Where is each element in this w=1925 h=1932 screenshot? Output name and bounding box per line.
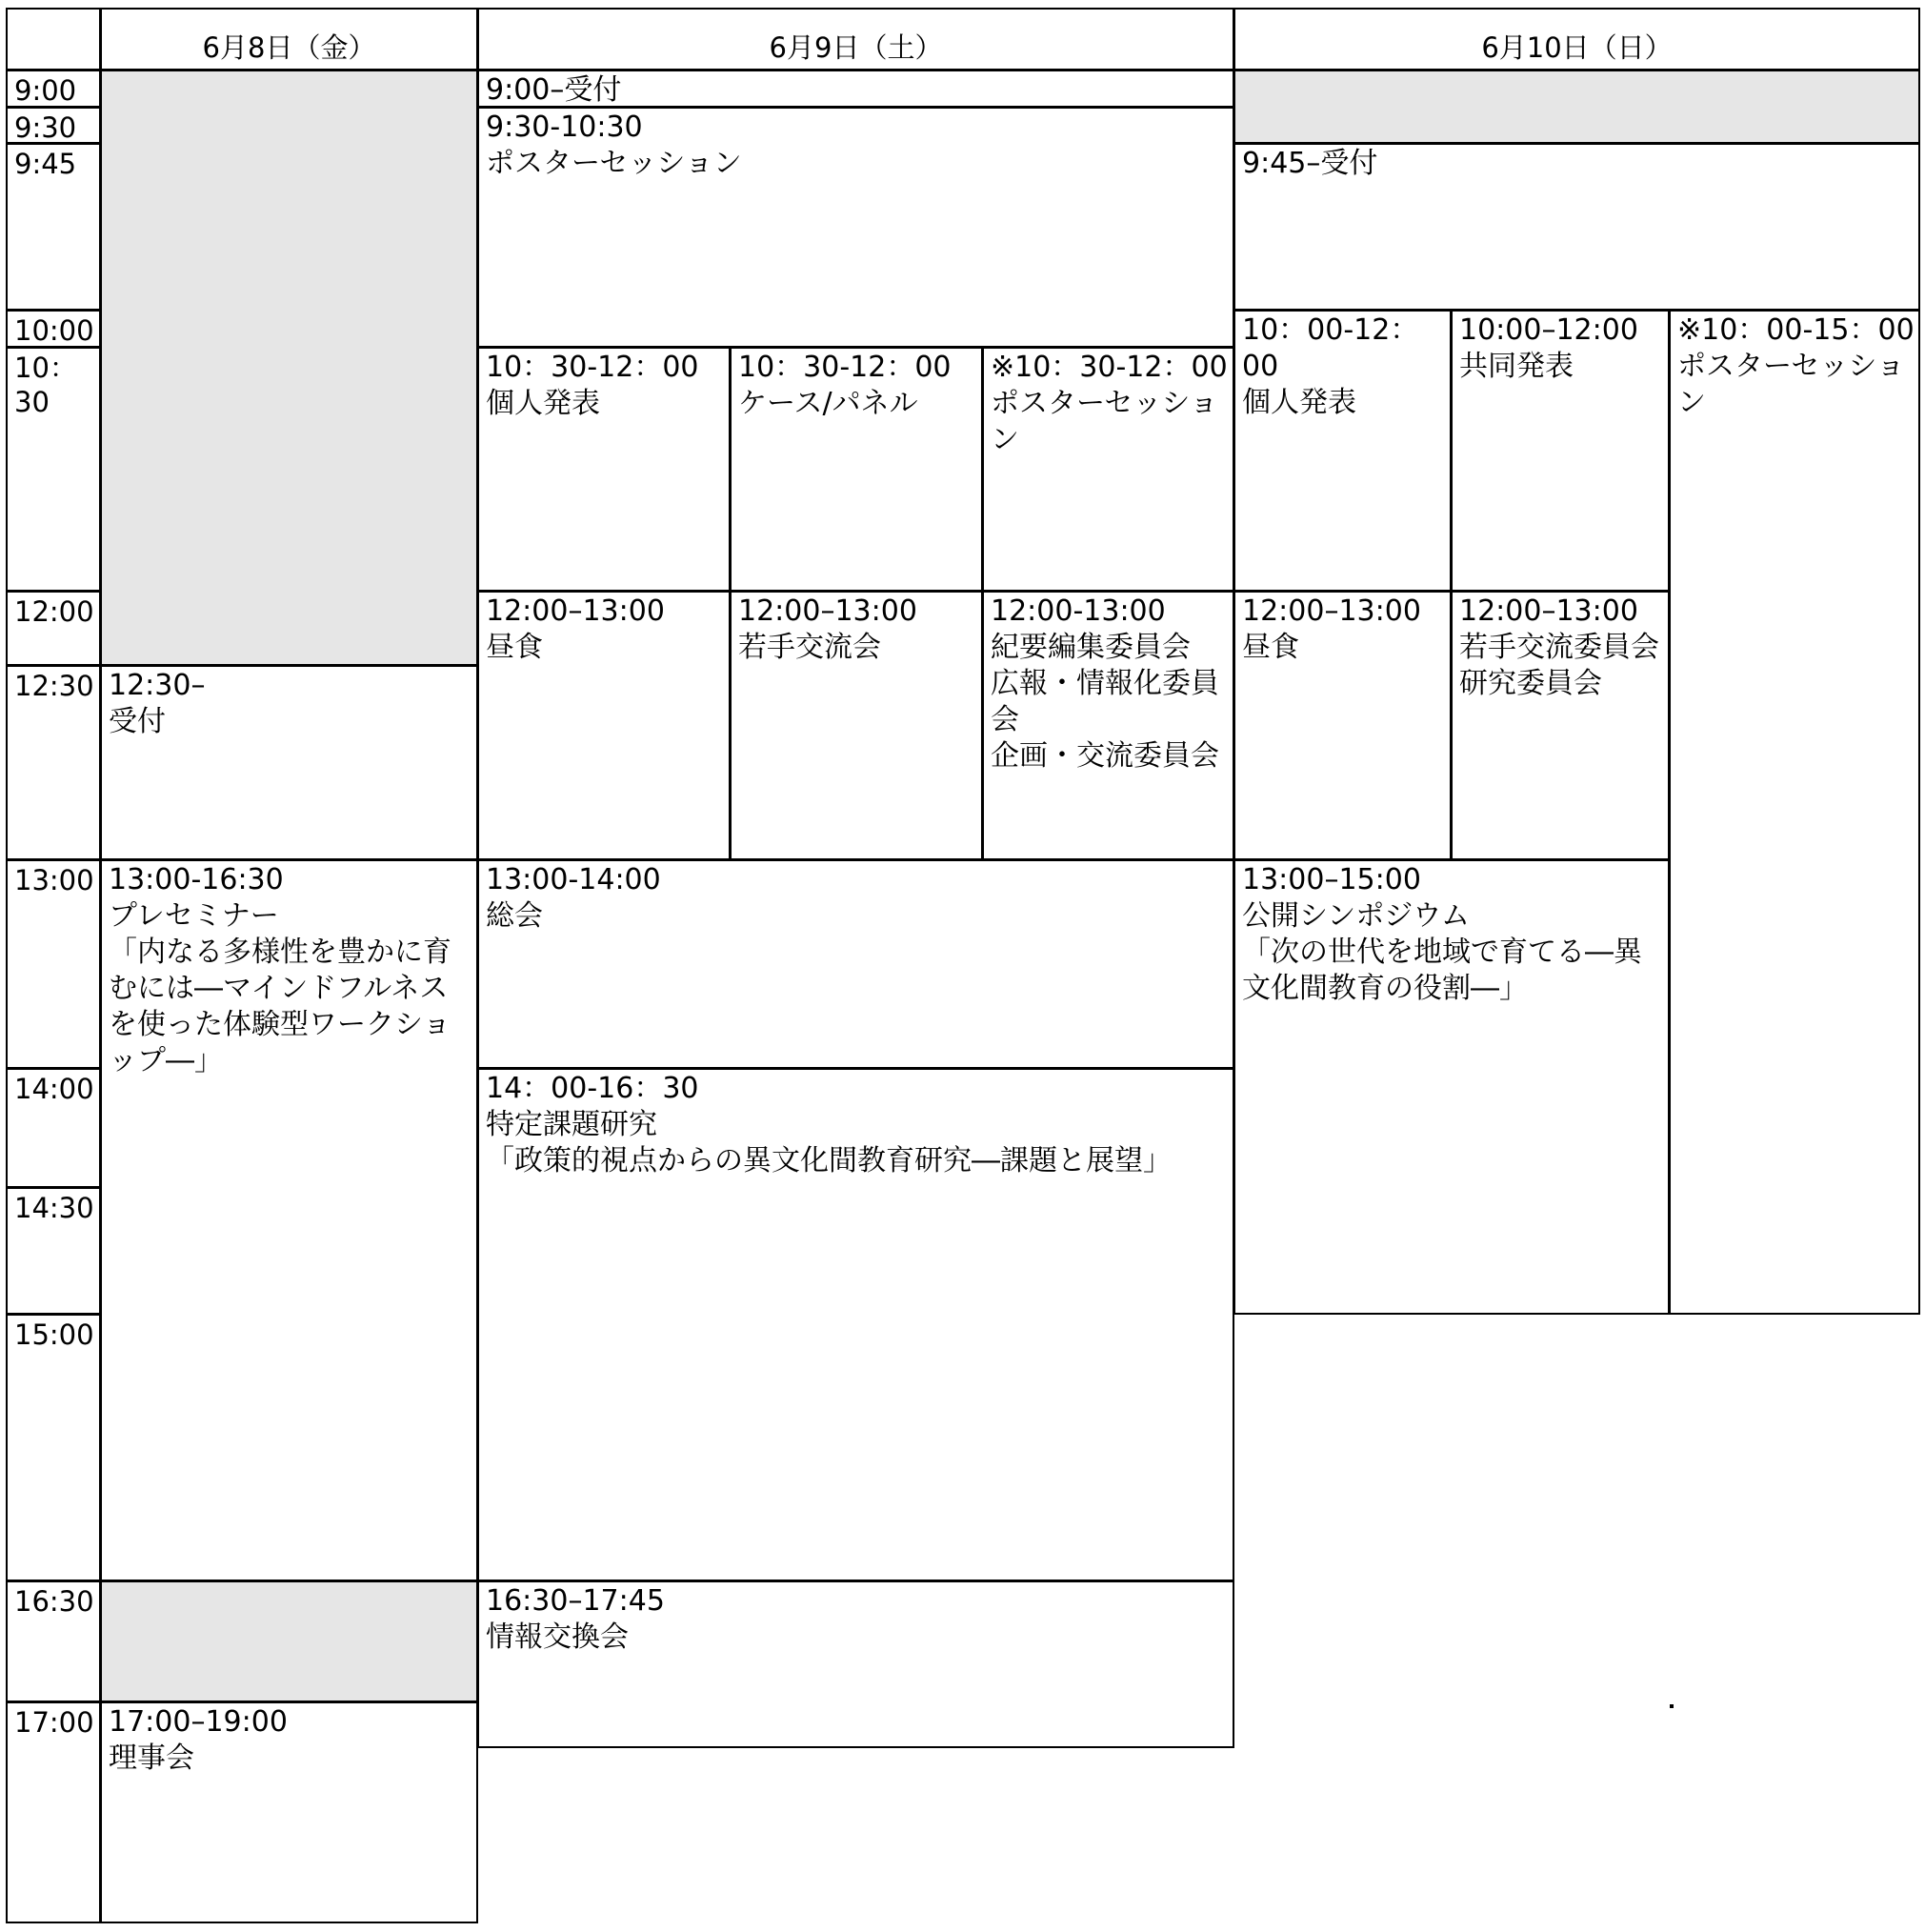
stray-dot: [1670, 1704, 1674, 1708]
time-label: 14:00: [6, 1068, 101, 1188]
sun-reception-cell: 9:45–受付: [1233, 143, 1920, 311]
time-label: 9:30: [6, 107, 101, 144]
sat-special-research-cell: 14：00-16：30 特定課題研究 「政策的視点からの異文化間教育研究―課題と展望」: [477, 1068, 1234, 1581]
sat-committees-cell: 12:00-13:00 紀要編集委員会 広報・情報化委員会 企画・交流委員会: [982, 591, 1234, 860]
sat-lunch-cell: 12:00–13:00 昼食: [477, 591, 731, 860]
sun-lunch-cell: 12:00–13:00 昼食: [1233, 591, 1452, 860]
sat-individual-presentation-cell: 10：30-12：00 個人発表: [477, 347, 731, 592]
time-label: 10：30: [6, 347, 101, 592]
unused-slot: [100, 1580, 478, 1702]
fri-board-meeting-cell: 17:00–19:00 理事会: [100, 1701, 478, 1923]
day-header-fri: 6月8日（金）: [100, 8, 478, 70]
day-header-sat: 6月9日（土）: [477, 8, 1234, 70]
sat-poster-session-cell: 9:30-10:30 ポスターセッション: [477, 107, 1234, 348]
time-label: 16:30: [6, 1580, 101, 1702]
time-label: 14:30: [6, 1187, 101, 1315]
sun-poster-session-cell: ※10：00-15：00 ポスターセッション: [1669, 310, 1920, 1315]
sat-general-meeting-cell: 13:00-14:00 総会: [477, 859, 1234, 1069]
time-label: 10:00: [6, 310, 101, 348]
time-label: 15:00: [6, 1314, 101, 1581]
sat-reception-cell: 9:00–受付: [477, 70, 1234, 108]
time-label: 12:30: [6, 665, 101, 860]
time-label: 9:00: [6, 70, 101, 108]
fri-preseminar-cell: 13:00-16:30 プレセミナー 「内なる多様性を豊かに育むには―マインドフルネスを使った体験型ワークショップ―」: [100, 859, 478, 1581]
time-label: 17:00: [6, 1701, 101, 1923]
corner-cell: [6, 8, 101, 70]
fri-reception-cell: 12:30– 受付: [100, 665, 478, 860]
unused-slot: [1233, 70, 1920, 144]
sat-case-panel-cell: 10：30-12：00 ケース/パネル: [730, 347, 983, 592]
sun-individual-presentation-cell: 10：00-12：00 個人発表: [1233, 310, 1452, 592]
sat-poster-session-late-cell: ※10：30-12：00 ポスターセッション: [982, 347, 1234, 592]
day-header-sun: 6月10日（日）: [1233, 8, 1920, 70]
unused-slot: [100, 70, 478, 666]
sat-info-exchange-cell: 16:30–17:45 情報交換会: [477, 1580, 1234, 1748]
time-label: 13:00: [6, 859, 101, 1069]
sun-symposium-cell: 13:00–15:00 公開シンポジウム 「次の世代を地域で育てる―異文化間教育の役割―」: [1233, 859, 1670, 1315]
sun-joint-presentation-cell: 10:00–12:00 共同発表: [1451, 310, 1670, 592]
sat-young-exchange-cell: 12:00–13:00 若手交流会: [730, 591, 983, 860]
sun-committees-cell: 12:00–13:00 若手交流委員会 研究委員会: [1451, 591, 1670, 860]
time-label: 9:45: [6, 143, 101, 311]
time-label: 12:00: [6, 591, 101, 666]
